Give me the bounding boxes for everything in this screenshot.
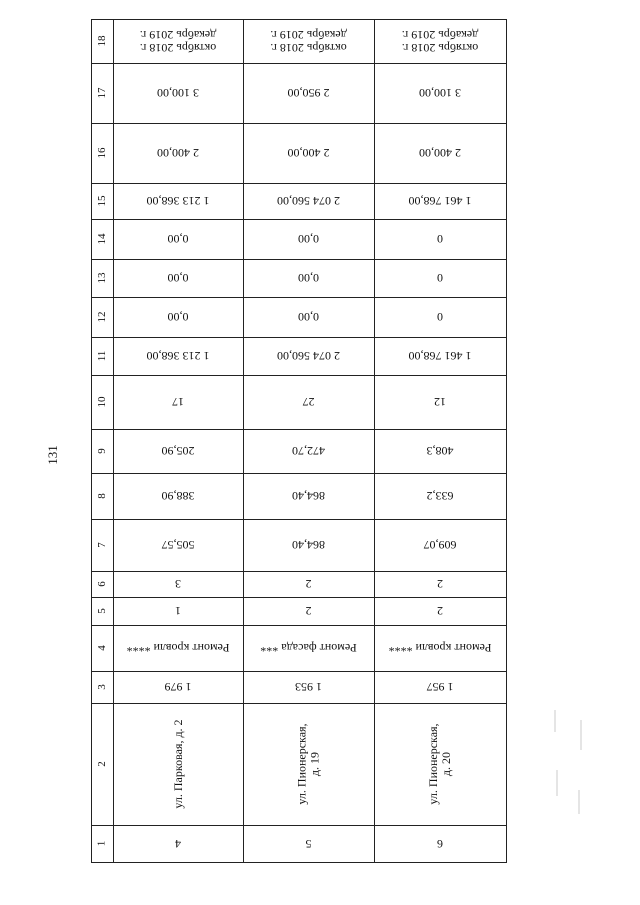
row-c8: 633,2 — [426, 489, 454, 504]
row-period: октябрь 2018 г. декабрь 2019 г. — [139, 28, 217, 55]
row-c13: 0,00 — [298, 271, 319, 286]
row-c6: 3 — [175, 577, 181, 592]
col-number-17: 17 — [95, 87, 108, 99]
row-c16: 2 400,00 — [419, 146, 461, 161]
row-c11: 1 461 768,00 — [408, 349, 472, 364]
row-c15: 1 461 768,00 — [408, 194, 472, 209]
row-c8: 864,40 — [292, 489, 325, 504]
row-c12: 0,00 — [167, 310, 189, 325]
row-c8: 388,90 — [161, 489, 195, 504]
row-c10: 12 — [434, 395, 446, 410]
row-c14: 0,00 — [167, 232, 189, 247]
col-number-15: 15 — [95, 195, 108, 207]
row-c6: 2 — [305, 577, 312, 592]
row-c12: 0 — [437, 310, 443, 325]
row-period: октябрь 2018 г. декабрь 2019 г. — [270, 28, 347, 55]
col-number-12: 12 — [95, 311, 108, 323]
row-c9: 408,3 — [426, 444, 454, 459]
row-c17: 2 950,00 — [287, 86, 330, 101]
row-c10: 17 — [172, 395, 184, 410]
row-address: ул. Пионерская, д. 19 — [294, 723, 322, 805]
col-number-2: 2 — [95, 761, 108, 767]
row-number: 6 — [437, 837, 443, 851]
row-c16: 2 400,00 — [287, 146, 330, 161]
row-c6: 2 — [437, 577, 443, 592]
row-c13: 0,00 — [167, 271, 189, 286]
col-number-6: 6 — [95, 581, 108, 587]
row-c9: 205,90 — [161, 444, 195, 459]
row-year: 1 979 — [164, 680, 192, 695]
row-work-type: Ремонт кровли **** — [126, 641, 230, 656]
col-number-9: 9 — [95, 448, 108, 454]
col-number-10: 10 — [95, 396, 108, 408]
row-c7: 609,07 — [423, 538, 457, 553]
row-c17: 3 100,00 — [157, 86, 199, 101]
row-c15: 1 213 368,00 — [146, 194, 210, 209]
row-c17: 3 100,00 — [419, 86, 461, 101]
page-number: 131 — [45, 445, 60, 465]
bleed-through-marks — [550, 710, 590, 820]
col-number-13: 13 — [95, 272, 108, 284]
col-number-4: 4 — [95, 645, 108, 651]
row-c5: 1 — [175, 604, 181, 619]
col-number-8: 8 — [95, 493, 108, 499]
row-year: 1 953 — [295, 680, 322, 695]
row-address: ул. Пионерская, д. 20 — [426, 723, 453, 805]
col-number-11: 11 — [95, 350, 108, 362]
row-c15: 2 074 560,00 — [277, 194, 340, 209]
row-c7: 864,40 — [292, 538, 325, 553]
col-number-16: 16 — [95, 147, 108, 159]
col-number-14: 14 — [95, 233, 108, 245]
col-number-18: 18 — [95, 35, 108, 47]
row-c5: 2 — [437, 604, 443, 619]
row-number: 5 — [305, 837, 312, 851]
row-c16: 2 400,00 — [157, 146, 199, 161]
col-number-7: 7 — [95, 542, 108, 548]
row-c12: 0,00 — [298, 310, 319, 325]
row-c14: 0 — [437, 232, 443, 247]
row-period: октябрь 2018 г. декабрь 2019 г. — [401, 28, 479, 55]
data-table — [91, 19, 507, 863]
row-year: 1 957 — [426, 680, 454, 695]
row-c5: 2 — [305, 604, 312, 619]
col-number-3: 3 — [95, 684, 108, 690]
row-c11: 1 213 368,00 — [146, 349, 210, 364]
col-number-5: 5 — [95, 608, 108, 614]
row-work-type: Ремонт кровли **** — [388, 641, 492, 656]
col-number-1: 1 — [95, 840, 108, 847]
row-number: 4 — [175, 837, 181, 851]
row-c9: 472,70 — [292, 444, 325, 459]
row-c10: 27 — [302, 395, 315, 410]
row-work-type: Ремонт фасада *** — [260, 641, 357, 656]
row-address: ул. Парковая, д. 2 — [170, 719, 185, 809]
row-c14: 0,00 — [298, 232, 319, 247]
row-c7: 505,57 — [161, 538, 195, 553]
row-c13: 0 — [437, 271, 443, 286]
row-c11: 2 074 560,00 — [277, 349, 340, 364]
